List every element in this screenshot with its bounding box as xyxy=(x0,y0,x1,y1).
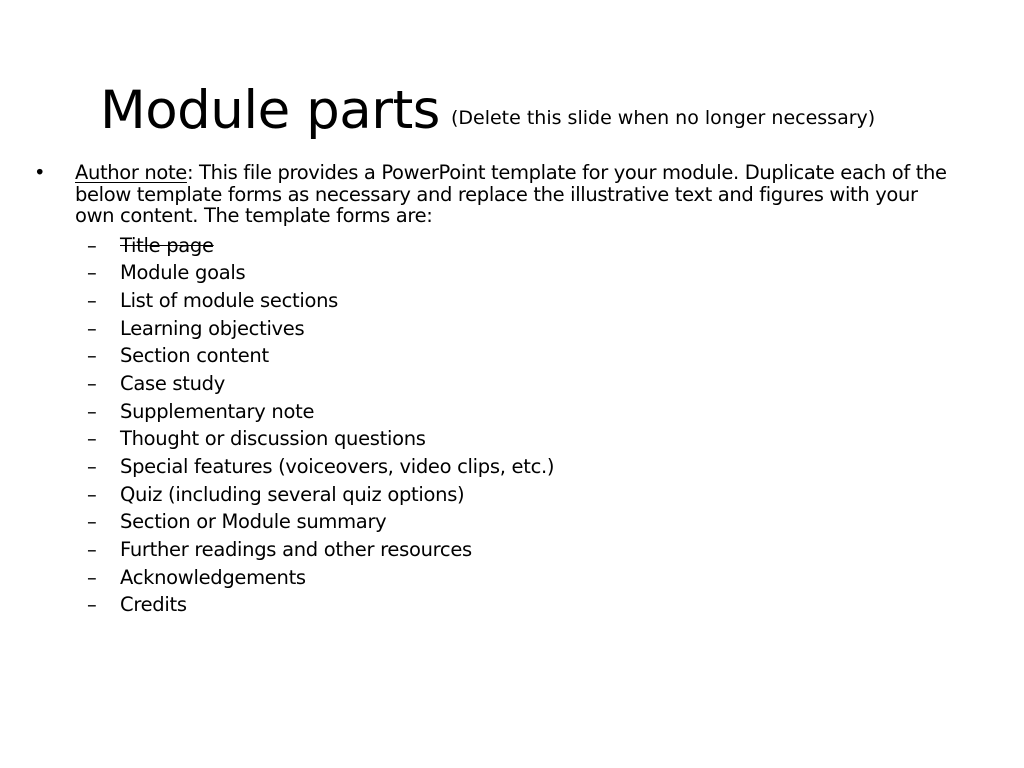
title-subtitle: (Delete this slide when no longer necessary) xyxy=(450,107,876,129)
list-item xyxy=(30,508,950,536)
dash-marker: – xyxy=(87,538,97,562)
dash-marker: – xyxy=(87,565,97,589)
dash-marker: – xyxy=(87,344,97,368)
dash-marker: – xyxy=(87,316,97,340)
slide-title xyxy=(100,80,876,141)
list-item-text: List of module sections xyxy=(120,288,339,312)
list-item xyxy=(30,536,950,564)
dash-marker: – xyxy=(87,427,97,451)
dash-marker: – xyxy=(87,288,97,312)
dash-marker: – xyxy=(87,261,97,285)
list-item-text: Module goals xyxy=(120,261,246,285)
list-item-text: Section content xyxy=(120,344,269,368)
list-item xyxy=(30,453,950,481)
title-text: Module parts xyxy=(100,80,440,141)
list-item-text: Supplementary note xyxy=(120,399,315,423)
author-note-text: : This file provides a PowerPoint template for your module. Duplicate each of the below template forms as necessary and replace the illustrative text and figures with your own content. The template forms are: xyxy=(75,161,947,227)
list-item-text: Case study xyxy=(120,371,226,395)
list-item-text: Title page xyxy=(120,233,214,257)
list-item xyxy=(30,259,950,287)
list-item xyxy=(30,591,950,619)
list-item xyxy=(30,398,950,426)
list-item-text: Quiz (including several quiz options) xyxy=(120,482,465,506)
dash-marker: – xyxy=(87,455,97,478)
list-item xyxy=(30,425,950,453)
list-item xyxy=(30,481,950,509)
list-item-text: Further readings and other resources xyxy=(120,538,472,562)
list-item xyxy=(30,342,950,370)
dash-marker: – xyxy=(87,593,97,617)
list-item-text: Special features (voiceovers, video clips, etc.) xyxy=(120,455,555,478)
template-forms-list xyxy=(30,232,950,620)
list-item xyxy=(30,315,950,343)
author-note-bullet xyxy=(30,162,950,227)
author-note-label: Author note xyxy=(75,161,187,184)
bullet-marker: • xyxy=(34,161,46,184)
dash-marker: – xyxy=(87,371,97,395)
list-item xyxy=(30,564,950,592)
list-item-text: Thought or discussion questions xyxy=(120,427,426,451)
dash-marker: – xyxy=(87,482,97,506)
list-item xyxy=(30,370,950,398)
list-item-text: Learning objectives xyxy=(120,316,305,340)
list-item-text: Credits xyxy=(120,593,187,617)
dash-marker: – xyxy=(87,510,97,534)
list-item xyxy=(30,287,950,315)
dash-marker: – xyxy=(87,399,97,423)
dash-marker: – xyxy=(87,233,97,257)
list-item-text: Section or Module summary xyxy=(120,510,387,534)
list-item xyxy=(30,232,950,260)
slide-content xyxy=(30,162,950,619)
list-item-text: Acknowledgements xyxy=(120,565,306,589)
